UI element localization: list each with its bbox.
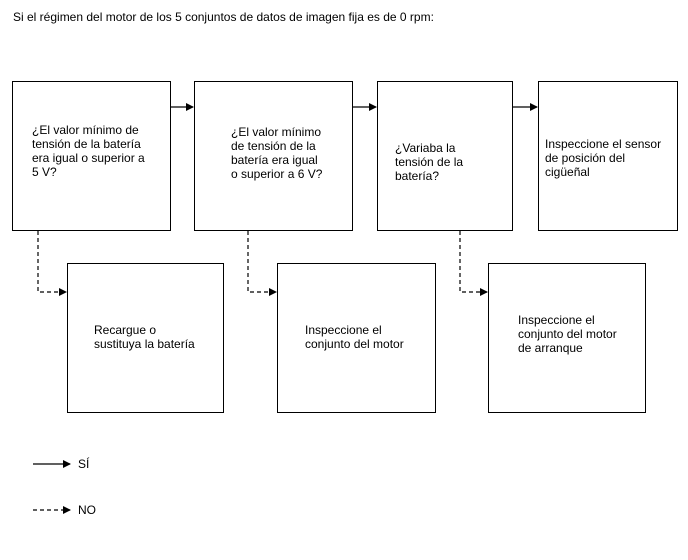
question-box-battery-5v [12,81,171,231]
action-box-recharge-battery [67,263,224,413]
diagram-title: Si el régimen del motor de los 5 conjuntos de datos de imagen fija es de 0 rpm: [13,10,434,24]
legend-no-label: NO [78,503,96,517]
action-crankshaft-sensor: Inspeccione el sensor de posición del cigüeñal [545,137,662,179]
question-box-voltage-varied [377,81,513,231]
action-box-starter-assembly [488,263,646,413]
no-arrow-q3-starter [460,231,487,292]
action-box-engine-assembly [277,263,436,413]
question-box-battery-6v [194,81,353,231]
question-voltage-varied: ¿Variaba la tensión de la batería? [395,141,464,183]
question-battery-6v: ¿El valor mínimo de tensión de la batería era igual o superior a 6 V? [231,125,323,181]
action-box-crankshaft-sensor [538,81,678,231]
action-starter-assembly: Inspeccione el conjunto del motor de arranque [518,313,617,355]
no-arrow-q1-recharge [38,231,66,292]
action-engine-assembly: Inspeccione el conjunto del motor [305,323,404,351]
action-recharge-battery: Recargue o sustituya la batería [94,323,195,351]
no-arrow-q2-engine [248,231,276,292]
question-battery-5v: ¿El valor mínimo de tensión de la batería era igual o superior a 5 V? [32,123,145,179]
legend-yes-label: SÍ [78,457,90,471]
